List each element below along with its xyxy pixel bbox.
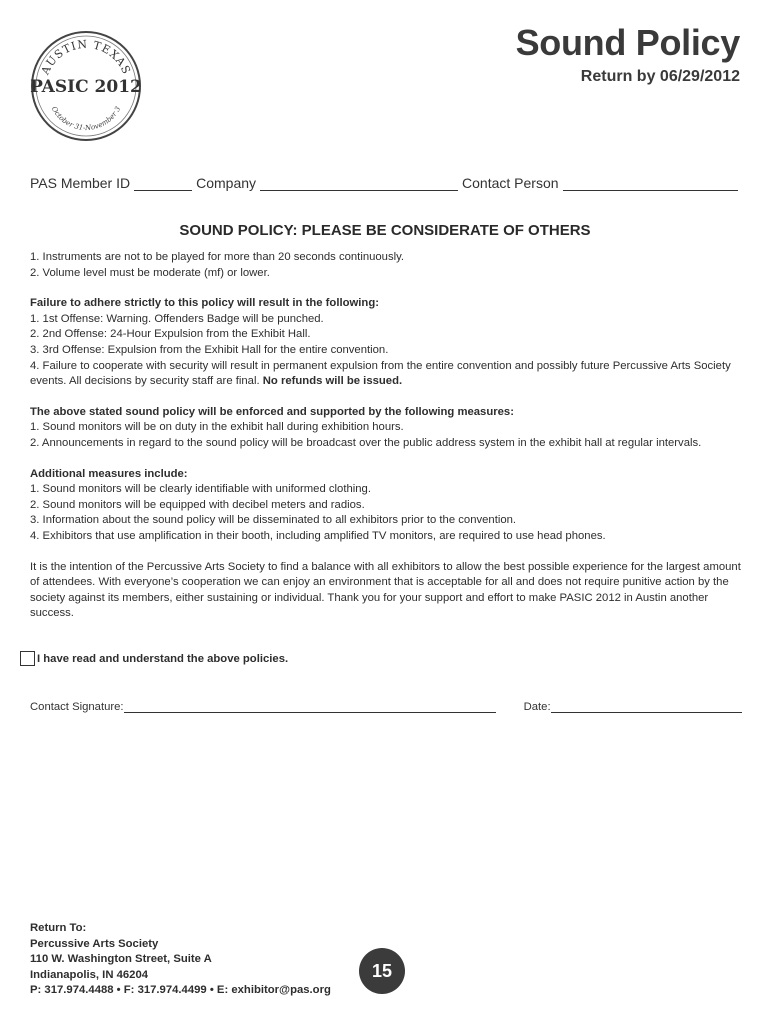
failure-item: 1. 1st Offense: Warning. Offenders Badge will be punched. xyxy=(30,312,324,325)
failure-heading: Failure to adhere strictly to this policy will result in the following: xyxy=(30,297,379,310)
pasic-seal-logo xyxy=(30,30,142,142)
additional-item: 4. Exhibitors that use amplification in their booth, including amplified TV monitors, are required to use head phones. xyxy=(30,529,606,542)
page-number-badge: 15 xyxy=(359,948,405,994)
signature-row xyxy=(30,700,742,713)
company-field[interactable] xyxy=(260,178,458,191)
return-to-label: Return To: xyxy=(30,922,87,934)
rule-item: 2. Volume level must be moderate (mf) or lower. xyxy=(30,266,270,279)
enforced-heading: The above stated sound policy will be enforced and supported by the following measures: xyxy=(30,405,514,418)
acknowledge-checkbox[interactable] xyxy=(20,651,35,666)
contact-signature-label: Contact Signature: xyxy=(30,701,124,713)
member-id-field[interactable] xyxy=(134,178,192,191)
failure-item: 2. 2nd Offense: 24-Hour Expulsion from the Exhibit Hall. xyxy=(30,328,311,341)
return-address xyxy=(30,921,331,999)
contact-person-label: Contact Person xyxy=(462,175,559,191)
closing-paragraph: It is the intention of the Percussive Arts Society to find a balance with all exhibitors to allow the best possible experience for the largest amount of attendees. With everyone’s cooperation we can enjoy an environment that is acceptable for all and does not require punitive action by the society against its members, either sustaining or individual. Thank you for your support and effort to make PASIC 2012 in Austin another success. xyxy=(30,560,741,620)
policy-body xyxy=(30,250,742,622)
contact-person-field[interactable] xyxy=(563,178,738,191)
no-refunds-note: No refunds will be issued. xyxy=(262,375,403,388)
additional-item: 2. Sound monitors will be equipped with decibel meters and radios. xyxy=(30,498,365,511)
member-id-label: PAS Member ID xyxy=(30,175,131,191)
city-address: Indianapolis, IN 46204 xyxy=(30,968,149,981)
date-label: Date: xyxy=(523,701,551,713)
additional-item: 1. Sound monitors will be clearly identifiable with uniformed clothing. xyxy=(30,483,371,496)
acknowledge-row xyxy=(20,651,288,666)
member-info-line xyxy=(30,175,742,191)
contact-signature-field[interactable] xyxy=(124,700,496,713)
additional-heading: Additional measures include: xyxy=(30,467,188,480)
return-by-date: Return by 06/29/2012 xyxy=(580,68,740,85)
contact-details: P: 317.974.4488 • F: 317.974.4499 • E: exhibitor@pas.org xyxy=(30,984,331,997)
org-name: Percussive Arts Society xyxy=(30,937,159,950)
page-title: Sound Policy xyxy=(515,22,740,63)
failure-item: 3. 3rd Offense: Expulsion from the Exhibit Hall for the entire convention. xyxy=(30,343,389,356)
rule-item: 1. Instruments are not to be played for more than 20 seconds continuously. xyxy=(30,251,405,263)
seal-center-text: PASIC 2012 xyxy=(30,77,142,97)
street-address: 110 W. Washington Street, Suite A xyxy=(30,953,212,966)
enforced-item: 1. Sound monitors will be on duty in the exhibit hall during exhibition hours. xyxy=(30,421,404,434)
seal-bottom-text: October 31-November 3 xyxy=(49,105,123,133)
seal-top-text: AUSTIN TEXAS xyxy=(38,37,134,77)
date-field[interactable] xyxy=(551,700,742,713)
company-label: Company xyxy=(196,175,257,191)
acknowledge-label: I have read and understand the above policies. xyxy=(37,652,289,665)
policy-heading: SOUND POLICY: PLEASE BE CONSIDERATE OF OTHERS xyxy=(179,222,591,239)
additional-item: 3. Information about the sound policy will be disseminated to all exhibitors prior to the convention. xyxy=(30,514,517,527)
failure-item-4: 4. Failure to cooperate with security will result in permanent expulsion from the entire convention and possibly future Percussive Arts Society events. All decisions by security staff are final. No refunds will be issued. xyxy=(30,359,731,388)
enforced-item: 2. Announcements in regard to the sound policy will be broadcast over the public address system in the exhibit hall at regular intervals. xyxy=(30,436,702,449)
